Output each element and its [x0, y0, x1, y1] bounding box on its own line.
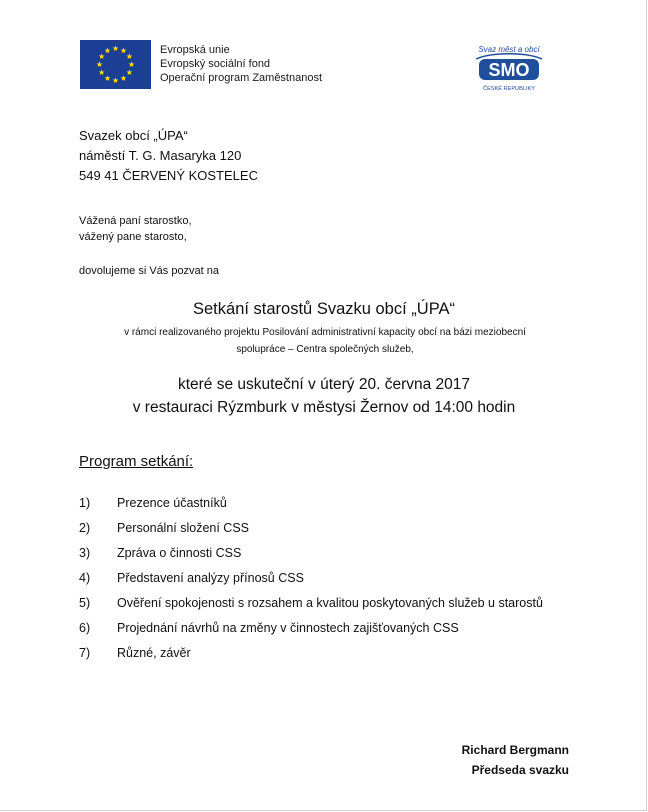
address-line-3: 549 41 ČERVENÝ KOSTELEC: [79, 168, 258, 183]
program-item-text: Ověření spokojenosti s rozsahem a kvalitou poskytovaných služeb u starostů: [117, 596, 543, 610]
program-item: [79, 518, 571, 538]
program-item-number: 6): [79, 621, 91, 635]
program-item: [79, 593, 571, 613]
smo-logo: [470, 43, 548, 95]
eu-line-3: Operační program Zaměstnanost: [160, 72, 323, 84]
eu-flag-logo: [80, 40, 151, 89]
meeting-when-where: [0, 373, 648, 419]
program-item-text: Zpráva o činnosti CSS: [117, 546, 242, 560]
program-item-number: 3): [79, 546, 91, 560]
subtitle-line-2: spolupráce – Centra společných služeb,: [236, 344, 414, 355]
program-item-text: Projednání návrhů na změny v činnostech zajišťovaných CSS: [117, 621, 459, 635]
program-item: [79, 493, 571, 513]
program-item: [79, 543, 571, 563]
signature-role: Předseda svazku: [471, 763, 569, 777]
meeting-subtitle: [80, 324, 570, 358]
smo-bottom-text: ČESKÉ REPUBLIKY: [483, 86, 535, 92]
greeting-line-2: vážený pane starosto,: [79, 231, 187, 243]
program-item-text: Personální složení CSS: [117, 521, 250, 535]
eu-line-2: Evropský sociální fond: [160, 58, 271, 70]
smo-main-text: SMO: [488, 60, 530, 80]
program-item-number: 7): [79, 646, 91, 660]
program-item-number: 4): [79, 571, 91, 585]
program-item-number: 5): [79, 596, 91, 610]
greeting: [79, 213, 192, 245]
meeting-title: Setkání starostů Svazku obcí „ÚPA“: [193, 300, 455, 318]
eu-program-text: [160, 43, 322, 85]
program-heading: Program setkání:: [79, 453, 194, 470]
program-item-text: Prezence účastníků: [117, 496, 227, 510]
program-item: [79, 643, 571, 663]
address-line-2: náměstí T. G. Masaryka 120: [79, 148, 242, 163]
address-line-1: Svazek obcí „ÚPA“: [79, 128, 188, 143]
signature-name: Richard Bergmann: [461, 743, 569, 757]
smo-top-text: Svaz měst a obcí: [478, 45, 540, 54]
program-item-text: Představení analýzy přínosů CSS: [117, 571, 304, 585]
meeting-place: v restauraci Rýzmburk v městysi Žernov od 14:00 hodin: [132, 399, 516, 416]
eu-line-1: Evropská unie: [160, 44, 230, 56]
program-list: [79, 493, 571, 668]
program-item: [79, 568, 571, 588]
program-item-number: 1): [79, 496, 91, 510]
signature-block: [462, 740, 569, 780]
greeting-line-1: Vážená paní starostko,: [79, 215, 192, 227]
program-item-number: 2): [79, 521, 91, 535]
meeting-date: které se uskuteční v úterý 20. června 2017: [177, 376, 471, 393]
recipient-address: [79, 126, 258, 186]
subtitle-line-1: v rámci realizovaného projektu Posilování administrativní kapacity obcí na bázi meziobecní: [124, 327, 526, 338]
program-item-text: Různé, závěr: [117, 646, 191, 660]
invite-text: dovolujeme si Vás pozvat na: [79, 265, 220, 277]
program-item: [79, 618, 571, 638]
